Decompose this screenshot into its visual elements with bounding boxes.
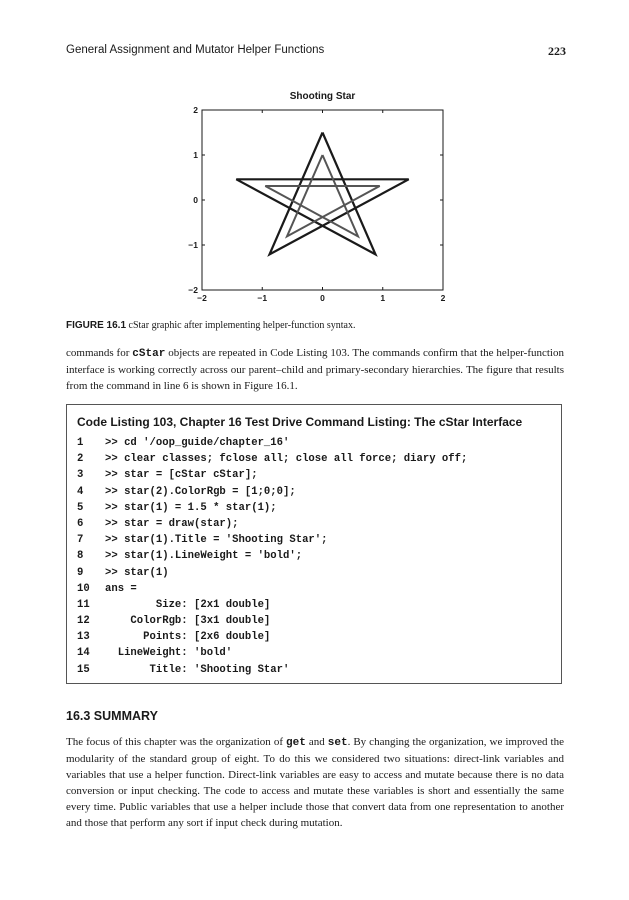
line-code: >> cd '/oop_guide/chapter_16' (105, 437, 290, 449)
inline-code-get: get (286, 737, 306, 749)
code-line (67, 534, 561, 550)
plot-area-frame (202, 110, 443, 290)
line-code: >> star(1) (105, 566, 169, 579)
line-number: 13 (77, 631, 90, 644)
y-tick-label: −2 (188, 285, 198, 295)
shooting-star-chart (160, 84, 470, 314)
line-code: >> star(1).Title = 'Shooting Star'; (105, 534, 328, 547)
line-code: LineWeight: 'bold' (105, 647, 233, 660)
code-line (67, 486, 561, 502)
section-heading: 16.3 SUMMARY (66, 709, 158, 723)
code-listing-box (66, 404, 562, 684)
x-tick-label: 1 (380, 293, 386, 303)
line-number: 5 (77, 501, 84, 514)
line-number: 4 (77, 485, 84, 498)
line-number: 12 (77, 615, 90, 628)
line-code: ans = (105, 582, 137, 595)
para2-text-2: and (305, 736, 328, 748)
code-line (67, 631, 561, 647)
line-code: Points: [2x6 double] (105, 631, 271, 644)
inline-code-cstar: cStar (132, 348, 166, 360)
figure-16-1 (160, 84, 470, 314)
line-code: >> star = [cStar cStar]; (105, 469, 258, 482)
body-paragraph-2 (66, 734, 564, 831)
y-tick-label: 2 (193, 105, 198, 115)
y-tick-label: 1 (193, 150, 198, 160)
page-number: 223 (548, 44, 566, 58)
running-head-title: General Assignment and Mutator Helper Functions (66, 44, 325, 56)
line-number: 10 (77, 582, 90, 595)
line-number: 2 (77, 453, 84, 466)
line-code: >> star(1) = 1.5 * star(1); (105, 501, 277, 514)
line-number: 3 (77, 469, 84, 482)
code-line (67, 518, 561, 534)
line-number: 8 (77, 550, 84, 563)
code-line (67, 437, 561, 453)
line-number: 9 (77, 566, 84, 579)
code-line (67, 453, 561, 469)
code-line (67, 599, 561, 615)
inline-code-set: set (327, 737, 348, 749)
code-line (67, 647, 561, 663)
line-code: >> star(2).ColorRgb = [1;0;0]; (105, 485, 296, 498)
code-line (67, 615, 561, 631)
code-listing-title: Code Listing 103, Chapter 16 Test Drive Command Listing: The cStar Interface (77, 415, 523, 429)
line-code: Size: [2x1 double] (105, 598, 271, 611)
x-tick-label: 0 (320, 293, 325, 303)
line-code: ColorRgb: [3x1 double] (105, 615, 271, 628)
line-code: >> clear classes; fclose all; close all force; diary off; (105, 453, 468, 466)
para1-text-before: commands for (66, 347, 133, 359)
line-number: 11 (77, 598, 90, 611)
line-code: Title: 'Shooting Star' (105, 663, 290, 676)
running-head (66, 44, 566, 62)
code-line (67, 583, 561, 599)
x-tick-label: −1 (257, 293, 268, 303)
y-tick-label: 0 (193, 195, 198, 205)
code-line (67, 567, 561, 583)
line-number: 15 (77, 663, 90, 676)
caption-text: cStar graphic after implementing helper-function syntax. (128, 320, 356, 331)
line-code: >> star = draw(star); (105, 517, 239, 530)
line-number: 1 (77, 437, 84, 449)
body-paragraph-1 (66, 345, 564, 394)
chart-title: Shooting Star (289, 91, 356, 102)
code-listing-lines (67, 437, 561, 680)
para2-text-3: . By changing the organization, we improved the modularity of the standard group of eight. To do this we considered two situations: direct-link variables and variables that use a helper function. Direct-link variables are easy to access and mutate because there is no data conversion or input checking. The code to access and mutate these variables is short and essentially the same every time. Public variables that use a helper include those that convert data from one representation to another and those that perform any sort if input check during mutation. (66, 736, 564, 829)
star-series-large (236, 133, 408, 255)
para2-text-1: The focus of this chapter was the organization of (66, 736, 287, 748)
line-number: 14 (77, 647, 90, 660)
line-number: 6 (77, 517, 84, 530)
code-line (67, 550, 561, 566)
caption-label: FIGURE 16.1 (66, 320, 127, 331)
line-code: >> star(1).LineWeight = 'bold'; (105, 550, 303, 563)
code-line (67, 664, 561, 680)
figure-caption (66, 320, 566, 331)
para1-text-after: objects are repeated in Code Listing 103. The commands confirm that the helper-function interface is working correctly across our parent–child and primary-secondary hierarchies. The figure that results from the command in line 6 is shown in Figure 16.1. (66, 347, 564, 392)
code-line (67, 502, 561, 518)
code-line (67, 469, 561, 485)
line-number: 7 (77, 534, 84, 547)
x-tick-label: −2 (197, 293, 207, 303)
x-tick-label: 2 (440, 293, 446, 303)
y-tick-label: −1 (188, 240, 198, 250)
